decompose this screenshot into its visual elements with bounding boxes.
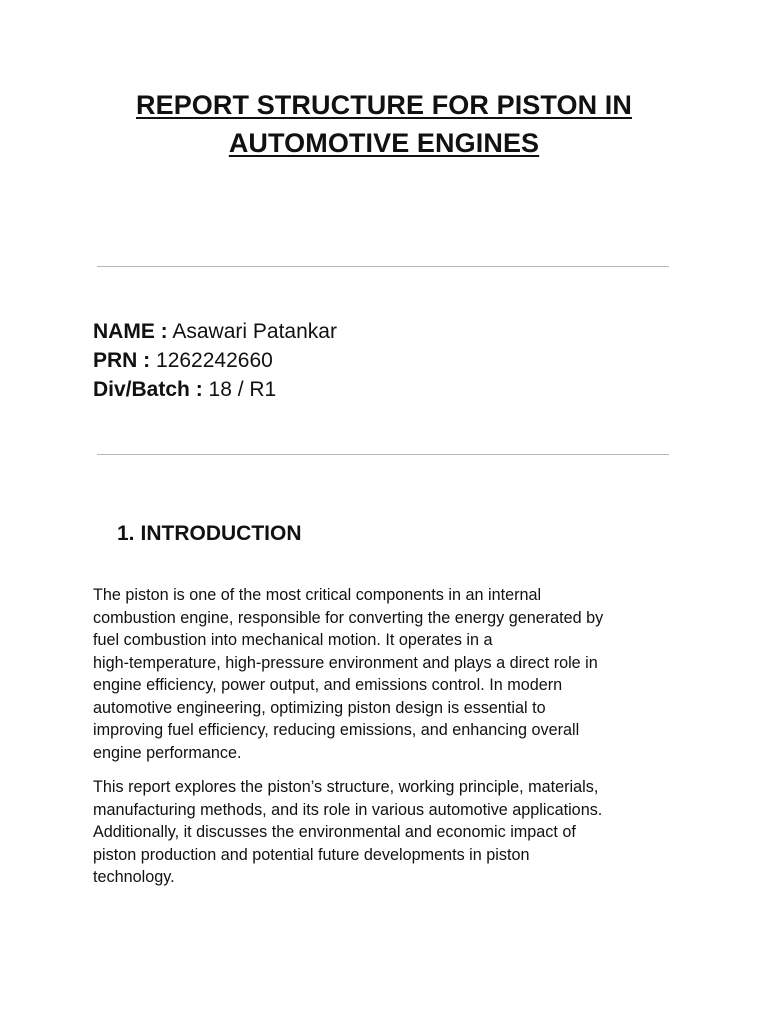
horizontal-divider [97,454,669,455]
paragraph-line: combustion engine, responsible for converting the energy generated by [93,608,604,627]
info-row-prn [93,346,337,375]
paragraph-line: This report explores the piston’s structure, working principle, materials, [93,778,599,796]
title-line-1: REPORT STRUCTURE FOR PISTON IN [135,90,633,120]
section-heading [117,520,302,548]
intro-paragraph-2 [93,776,673,889]
info-row-name [93,317,337,346]
prn-value: 1262242660 [156,349,273,372]
paragraph-line: high-temperature, high-pressure environment and plays a direct role in [93,653,598,672]
paragraph-line: automotive engineering, optimizing piston design is essential to [93,698,546,717]
paragraph-line: fuel combustion into mechanical motion. It operates in a [93,631,493,649]
paragraph-line: engine efficiency, power output, and emissions control. In modern [93,676,563,694]
section-number: 1. [117,522,135,545]
student-info-block [93,317,337,404]
name-value: Asawari Patankar [172,320,337,343]
div-batch-value: 18 / R1 [208,378,277,401]
paragraph-line: Additionally, it discusses the environmental and economic impact of [93,823,576,841]
intro-paragraph-1 [93,584,673,764]
title-line-2: AUTOMOTIVE ENGINES [228,128,540,158]
paragraph-line: technology. [93,868,175,886]
info-row-div-batch [93,375,337,404]
horizontal-divider [97,266,669,267]
name-label: NAME : [93,320,168,343]
paragraph-line: piston production and potential future developments in piston [93,845,530,864]
paragraph-line: The piston is one of the most critical components in an internal [93,586,542,604]
paragraph-line: engine performance. [93,743,242,762]
document-title [60,86,708,162]
div-batch-label: Div/Batch : [93,378,203,401]
prn-label: PRN : [93,349,151,372]
section-title: INTRODUCTION [140,522,302,545]
paragraph-line: improving fuel efficiency, reducing emissions, and enhancing overall [93,721,580,739]
paragraph-line: manufacturing methods, and its role in various automotive applications. [93,800,603,819]
